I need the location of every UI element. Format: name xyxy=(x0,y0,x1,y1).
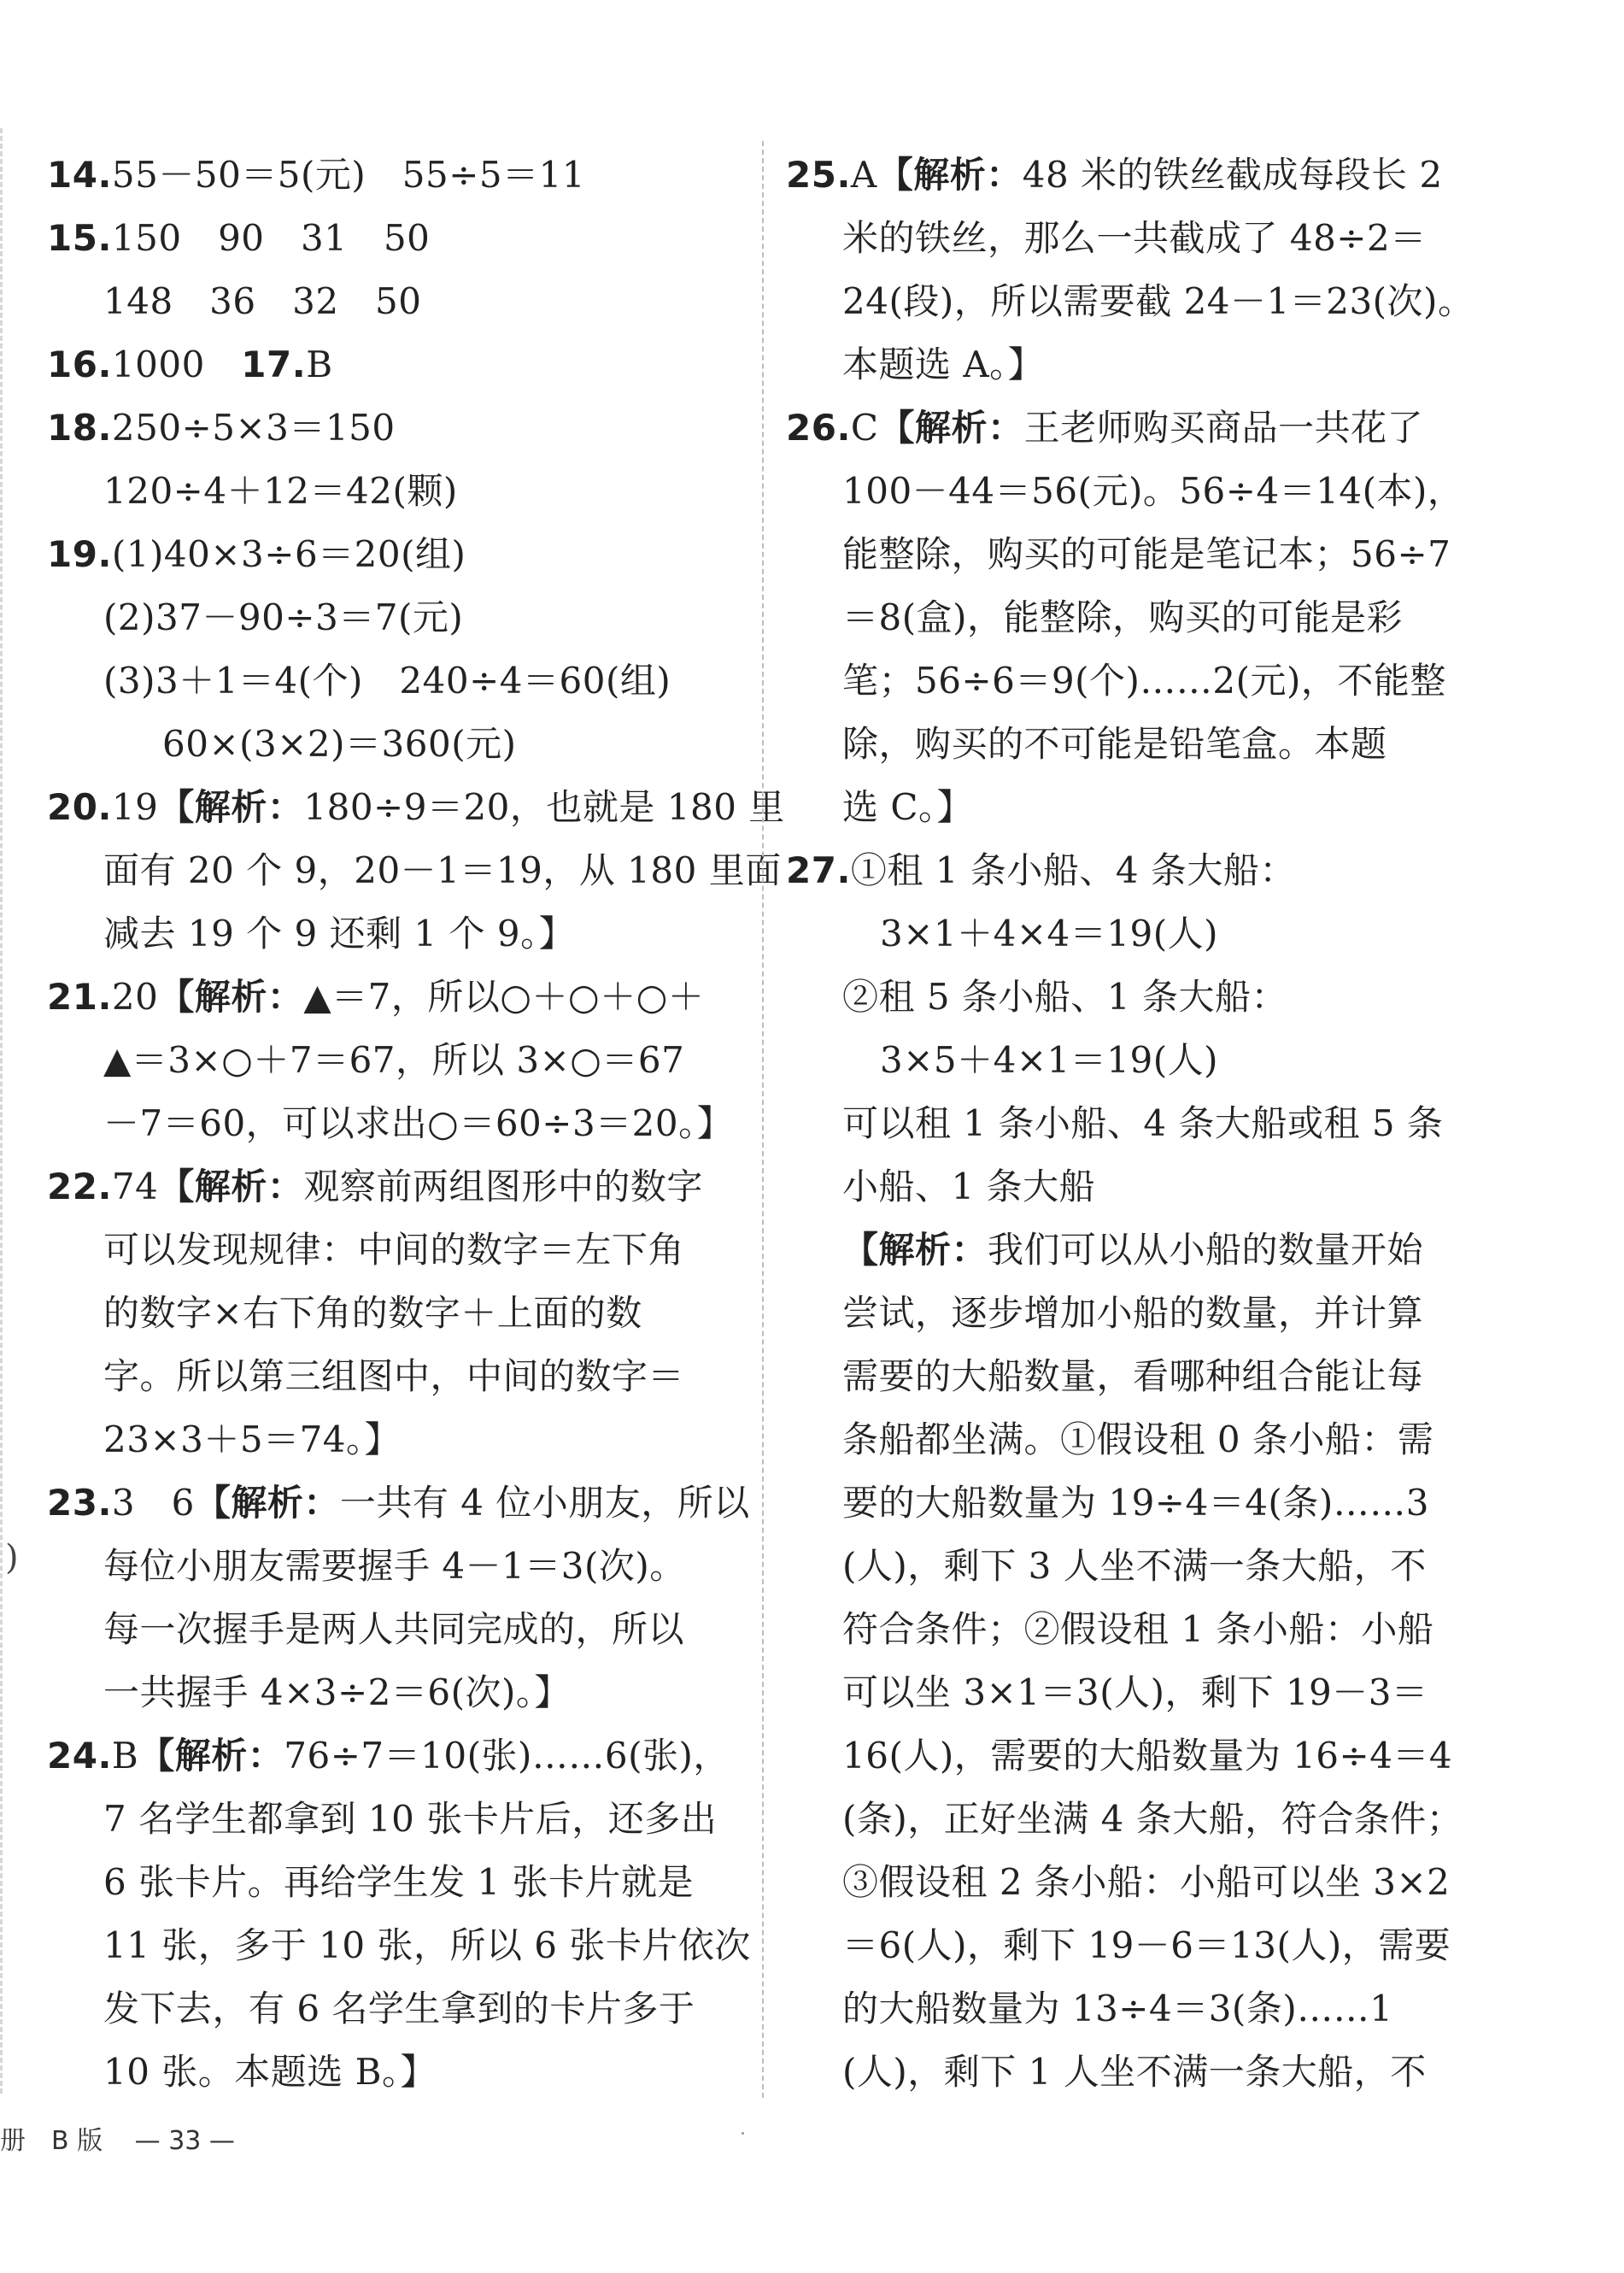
left-answer-column xyxy=(47,144,785,2104)
answer-text: 148 36 32 50 xyxy=(103,280,422,322)
answer-line xyxy=(47,144,756,207)
answer-line xyxy=(47,1282,756,1345)
answer-line xyxy=(786,333,1495,396)
answer-text: (条)，正好坐满 4 条大船，符合条件； xyxy=(842,1798,1463,1840)
answer-text: (人)，剩下 1 人坐不满一条大船，不 xyxy=(842,2051,1427,2093)
answer-line xyxy=(786,902,1495,966)
answer-text: (1)40×3÷6＝20(组) xyxy=(111,533,466,575)
answer-text: 100－44＝56(元)。56÷4＝14(本)， xyxy=(842,470,1464,512)
answer-text: ③假设租 2 条小船：小船可以坐 3×2 xyxy=(842,1861,1451,1903)
decorative-dot xyxy=(742,2132,744,2135)
analysis-label: 【解析： xyxy=(876,154,1023,196)
answer-text: 可以租 1 条小船、4 条大船或租 5 条 xyxy=(842,1102,1444,1144)
answer-text: 笔；56÷6＝9(个)……2(元)，不能整 xyxy=(842,660,1446,702)
question-number: 24. xyxy=(47,1735,112,1777)
analysis-text: 王老师购买商品一共花了 xyxy=(1023,407,1424,449)
column-divider xyxy=(762,141,764,2098)
analysis-label: 【解析： xyxy=(842,1229,988,1271)
answer-line xyxy=(47,649,756,713)
page-footer xyxy=(0,2119,259,2157)
answer-text: 250÷5×3＝150 xyxy=(111,407,396,449)
answer-text: 55－50＝5(元) 55÷5＝11 xyxy=(111,154,586,196)
answer-text: 每位小朋友需要握手 4－1＝3(次)。 xyxy=(103,1545,686,1587)
answer-text: 20 xyxy=(111,976,159,1018)
answer-line xyxy=(47,1029,756,1092)
answer-text: ＝8(盒)，能整除，购买的可能是彩 xyxy=(842,596,1403,638)
answer-text: B xyxy=(306,344,333,385)
analysis-text: 一共有 4 位小朋友，所以 xyxy=(339,1482,750,1524)
footer-page-number: — 33 — xyxy=(134,2126,235,2156)
answer-line xyxy=(786,1914,1495,1977)
answer-text: ＝6(人)，剩下 19－6＝13(人)，需要 xyxy=(842,1924,1451,1966)
answer-text: 19 xyxy=(111,786,159,828)
answer-line xyxy=(786,1471,1495,1535)
answer-text: 6 张卡片。再给学生发 1 张卡片就是 xyxy=(103,1861,694,1903)
question-number: 23. xyxy=(47,1482,112,1524)
analysis-text: ▲＝7，所以○＋○＋○＋ xyxy=(303,976,705,1018)
answer-text: 除，购买的不可能是铅笔盒。本题 xyxy=(842,723,1387,765)
answer-line xyxy=(786,586,1495,649)
answer-text: 可以发现规律：中间的数字＝左下角 xyxy=(103,1229,685,1271)
answer-line xyxy=(786,2041,1495,2104)
answer-line xyxy=(786,1977,1495,2041)
answer-line xyxy=(786,460,1495,523)
answer-line xyxy=(786,1345,1495,1408)
answer-text: 74 xyxy=(111,1166,159,1207)
question-number: 27. xyxy=(786,849,851,891)
answer-text: 10 张。本题选 B。】 xyxy=(103,2051,437,2093)
answer-line xyxy=(47,2041,756,2104)
answer-text: 24(段)，所以需要截 24－1＝23(次)。 xyxy=(842,280,1474,322)
answer-line xyxy=(786,1155,1495,1219)
answer-line xyxy=(786,1029,1495,1092)
answer-line xyxy=(786,966,1495,1029)
question-number: 16. xyxy=(47,344,112,385)
analysis-label: 【解析： xyxy=(158,786,304,828)
answer-text: (2)37－90÷3＝7(元) xyxy=(103,596,464,638)
question-number: 25. xyxy=(786,154,851,196)
answer-line xyxy=(786,207,1495,270)
answer-text: 可以坐 3×1＝3(人)，剩下 19－3＝ xyxy=(842,1671,1428,1713)
answer-line xyxy=(786,144,1495,207)
answer-line xyxy=(786,270,1495,333)
answer-line xyxy=(786,1535,1495,1598)
question-number: 22. xyxy=(47,1166,112,1207)
question-number: 26. xyxy=(786,407,851,449)
answer-line xyxy=(47,1977,756,2041)
answer-line xyxy=(47,460,756,523)
answer-line xyxy=(786,1408,1495,1471)
answer-line xyxy=(47,902,756,966)
analysis-text: 观察前两组图形中的数字 xyxy=(303,1166,703,1207)
question-number: 14. xyxy=(47,154,112,196)
answer-line xyxy=(47,523,756,586)
analysis-text: 180÷9＝20，也就是 180 里 xyxy=(303,786,785,828)
answer-line xyxy=(47,1598,756,1661)
answer-line xyxy=(786,839,1495,902)
answer-text: (3)3＋1＝4(个) 240÷4＝60(组) xyxy=(103,660,671,702)
answer-text: 一共握手 4×3÷2＝6(次)。】 xyxy=(103,1671,571,1713)
question-number: 21. xyxy=(47,976,112,1018)
answer-line xyxy=(786,523,1495,586)
answer-text: 150 90 31 50 xyxy=(111,217,431,259)
answer-line xyxy=(47,966,756,1029)
answer-line xyxy=(47,1155,756,1219)
answer-line xyxy=(47,1092,756,1155)
analysis-text: 76÷7＝10(张)……6(张)， xyxy=(284,1735,730,1777)
answer-text: (人)，剩下 3 人坐不满一条大船，不 xyxy=(842,1545,1427,1587)
answer-line xyxy=(47,1408,756,1471)
answer-line xyxy=(786,1788,1495,1851)
analysis-label: 【解析： xyxy=(158,976,304,1018)
answer-text: －7＝60，可以求出○＝60÷3＝20。】 xyxy=(103,1102,734,1144)
answer-text: 7 名学生都拿到 10 张卡片后，还多出 xyxy=(103,1798,718,1840)
answer-line xyxy=(47,1535,756,1598)
side-margin-mark: ) xyxy=(5,1538,19,1577)
answer-text: A xyxy=(850,154,877,196)
answer-text: ▲＝3×○＋7＝67，所以 3×○＝67 xyxy=(103,1039,685,1081)
answer-line xyxy=(786,1661,1495,1724)
answer-text: 的大船数量为 13÷4＝3(条)……1 xyxy=(842,1988,1393,2029)
answer-line xyxy=(47,207,756,270)
answer-line xyxy=(47,1219,756,1282)
answer-line xyxy=(47,776,785,839)
answer-line xyxy=(47,333,756,396)
answer-line xyxy=(786,1724,1495,1788)
answer-line xyxy=(47,1851,756,1914)
question-number: 15. xyxy=(47,217,112,259)
answer-line xyxy=(786,649,1495,713)
answer-text: 字。所以第三组图中，中间的数字＝ xyxy=(103,1355,685,1397)
answer-text: 发下去，有 6 名学生拿到的卡片多于 xyxy=(103,1988,695,2029)
answer-line xyxy=(786,776,1495,839)
answer-text: 本题选 A。】 xyxy=(842,344,1045,385)
footer-edition: 册 B 版 xyxy=(0,2126,103,2156)
answer-line xyxy=(47,396,756,460)
analysis-text: 我们可以从小船的数量开始 xyxy=(988,1229,1424,1271)
answer-line xyxy=(786,396,1495,460)
answer-text: 60×(3×2)＝360(元) xyxy=(162,723,517,765)
answer-text: 面有 20 个 9，20－1＝19，从 180 里面 xyxy=(103,849,782,891)
question-number: 17. xyxy=(241,344,307,385)
answer-text: 尝试，逐步增加小船的数量，并计算 xyxy=(842,1292,1424,1334)
answer-text: 16(人)，需要的大船数量为 16÷4＝4 xyxy=(842,1735,1453,1777)
answer-text: 1000 xyxy=(111,344,242,385)
answer-line xyxy=(786,1092,1495,1155)
answer-text: ②租 5 条小船、1 条大船： xyxy=(842,976,1287,1018)
answer-line xyxy=(47,586,756,649)
answer-line xyxy=(786,1219,1495,1282)
answer-text: B xyxy=(111,1735,139,1777)
question-number: 18. xyxy=(47,407,112,449)
answer-line xyxy=(47,1471,756,1535)
answer-text: 11 张，多于 10 张，所以 6 张卡片依次 xyxy=(103,1924,751,1966)
answer-text: C xyxy=(850,407,879,449)
analysis-label: 【解析： xyxy=(194,1482,340,1524)
answer-text: 需要的大船数量，看哪种组合能让每 xyxy=(842,1355,1424,1397)
analysis-label: 【解析： xyxy=(878,407,1024,449)
analysis-text: 48 米的铁丝截成每段长 2 xyxy=(1022,154,1443,196)
left-page-edge xyxy=(0,128,3,2094)
answer-line xyxy=(786,713,1495,776)
answer-line xyxy=(47,1914,756,1977)
answer-text: 3×1＋4×4＝19(人) xyxy=(880,913,1218,954)
answer-text: ①租 1 条小船、4 条大船： xyxy=(850,849,1296,891)
question-number: 19. xyxy=(47,533,112,575)
answer-line xyxy=(47,1724,756,1788)
answer-line xyxy=(786,1851,1495,1914)
answer-text: 的数字×右下角的数字＋上面的数 xyxy=(103,1292,642,1334)
answer-line xyxy=(786,1598,1495,1661)
answer-text: 3 6 xyxy=(111,1482,195,1524)
answer-text: 选 C。】 xyxy=(842,786,973,828)
answer-line xyxy=(786,1282,1495,1345)
right-answer-column xyxy=(786,144,1495,2104)
answer-line xyxy=(47,1345,756,1408)
answer-text: 每一次握手是两人共同完成的，所以 xyxy=(103,1608,685,1650)
answer-text: 条船都坐满。①假设租 0 条小船：需 xyxy=(842,1418,1434,1460)
answer-text: 3×5＋4×1＝19(人) xyxy=(880,1039,1218,1081)
answer-line xyxy=(47,1661,756,1724)
answer-line xyxy=(47,1788,756,1851)
answer-text: 减去 19 个 9 还剩 1 个 9。】 xyxy=(103,913,576,954)
answer-text: 23×3＋5＝74。】 xyxy=(103,1418,402,1460)
answer-line xyxy=(47,713,756,776)
analysis-label: 【解析： xyxy=(138,1735,284,1777)
answer-line xyxy=(47,270,756,333)
answer-text: 小船、1 条大船 xyxy=(842,1166,1096,1207)
analysis-label: 【解析： xyxy=(158,1166,304,1207)
question-number: 20. xyxy=(47,786,112,828)
answer-line xyxy=(47,839,782,902)
answer-text: 要的大船数量为 19÷4＝4(条)……3 xyxy=(842,1482,1429,1524)
answer-text: 米的铁丝，那么一共截成了 48÷2＝ xyxy=(842,217,1427,259)
answer-text: 能整除，购买的可能是笔记本；56÷7 xyxy=(842,533,1451,575)
answer-text: 120÷4＋12＝42(颗) xyxy=(103,470,458,512)
answer-text: 符合条件；②假设租 1 条小船：小船 xyxy=(842,1608,1434,1650)
